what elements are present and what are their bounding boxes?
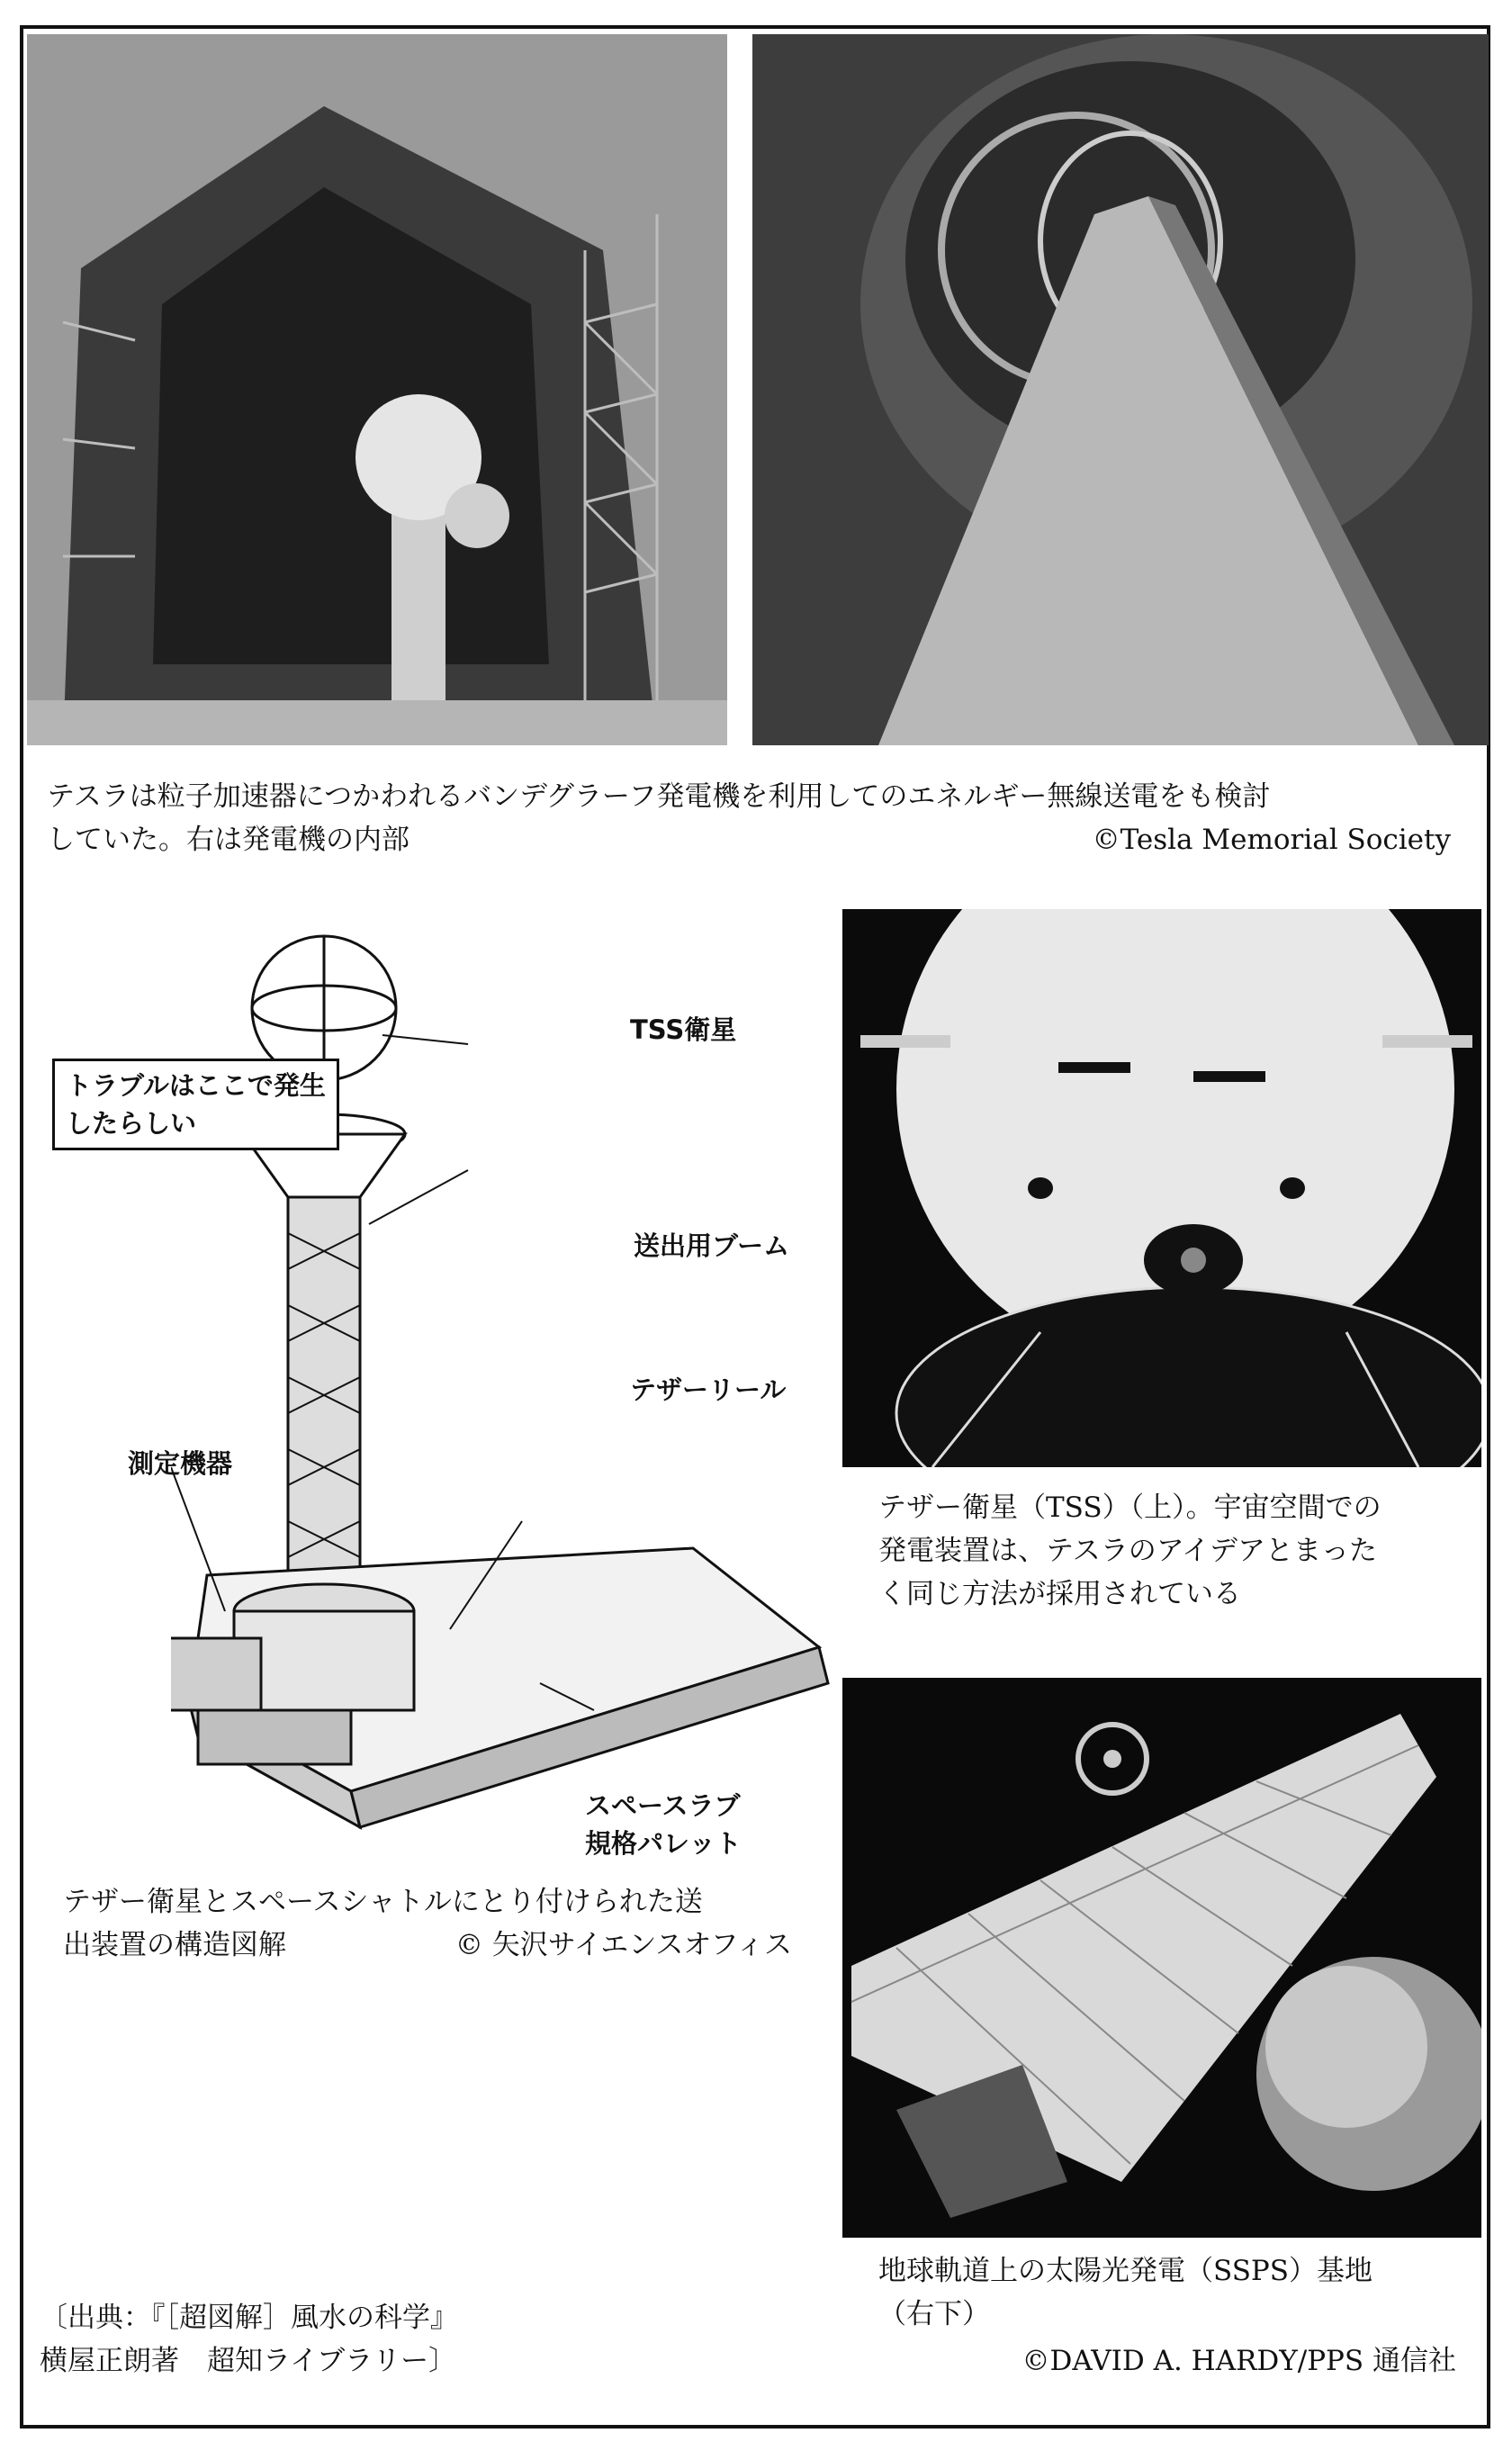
label-reel: テザーリール xyxy=(630,1374,787,1405)
ssps-credit: ©DAVID A. HARDY/PPS 通信社 xyxy=(1022,2345,1456,2377)
source-line2: 横屋正朗著 超知ライブラリー〕 xyxy=(40,2345,457,2377)
trouble-callout xyxy=(52,1059,339,1150)
ssps-caption-line2: （右下） xyxy=(878,2298,990,2330)
diagram-caption-text: 出装置の構造図解 xyxy=(63,1929,286,1961)
diagram-caption-line2 xyxy=(63,1924,792,1966)
tesla-credit: ©Tesla Memorial Society xyxy=(1092,824,1451,856)
top-caption-text: していた。右は発電機の内部 xyxy=(47,824,410,856)
tss-caption-line2: 発電装置は、テスラのアイデアとまった xyxy=(878,1535,1377,1567)
van-de-graaff-photo xyxy=(27,34,727,745)
diagram-caption-line1: テザー衛星とスペースシャトルにとり付けられた送 xyxy=(63,1886,703,1918)
callout-line1: トラブルはここで発生 xyxy=(66,1070,326,1101)
tss-caption-line3: く同じ方法が採用されている xyxy=(878,1578,1241,1610)
ssps-caption-line1: 地球軌道上の太陽光発電（SSPS）基地 xyxy=(878,2255,1373,2287)
label-boom: 送出用ブーム xyxy=(634,1230,790,1261)
label-tss: TSS衛星 xyxy=(630,1014,737,1045)
label-instruments: 測定機器 xyxy=(128,1448,233,1479)
callout-line2: したらしい xyxy=(66,1108,197,1139)
generator-interior-photo xyxy=(752,34,1489,745)
label-pallet-line2: 規格パレット xyxy=(585,1828,742,1859)
tss-satellite-photo xyxy=(842,909,1481,1467)
top-caption-line1: テスラは粒子加速器につかわれるバンデグラーフ発電機を利用してのエネルギー無線送電をも検討 xyxy=(47,780,1271,813)
source-line1: 〔出典：『［超図解］風水の科学』 xyxy=(40,2302,458,2334)
ssps-photo xyxy=(842,1678,1481,2238)
tss-caption-line1: テザー衛星（TSS）（上）。宇宙空間での xyxy=(878,1491,1382,1524)
top-caption-line2 xyxy=(47,819,1451,861)
label-pallet-line1: スペースラブ xyxy=(585,1790,741,1821)
yazawa-credit: © 矢沢サイエンスオフィス xyxy=(454,1929,792,1961)
